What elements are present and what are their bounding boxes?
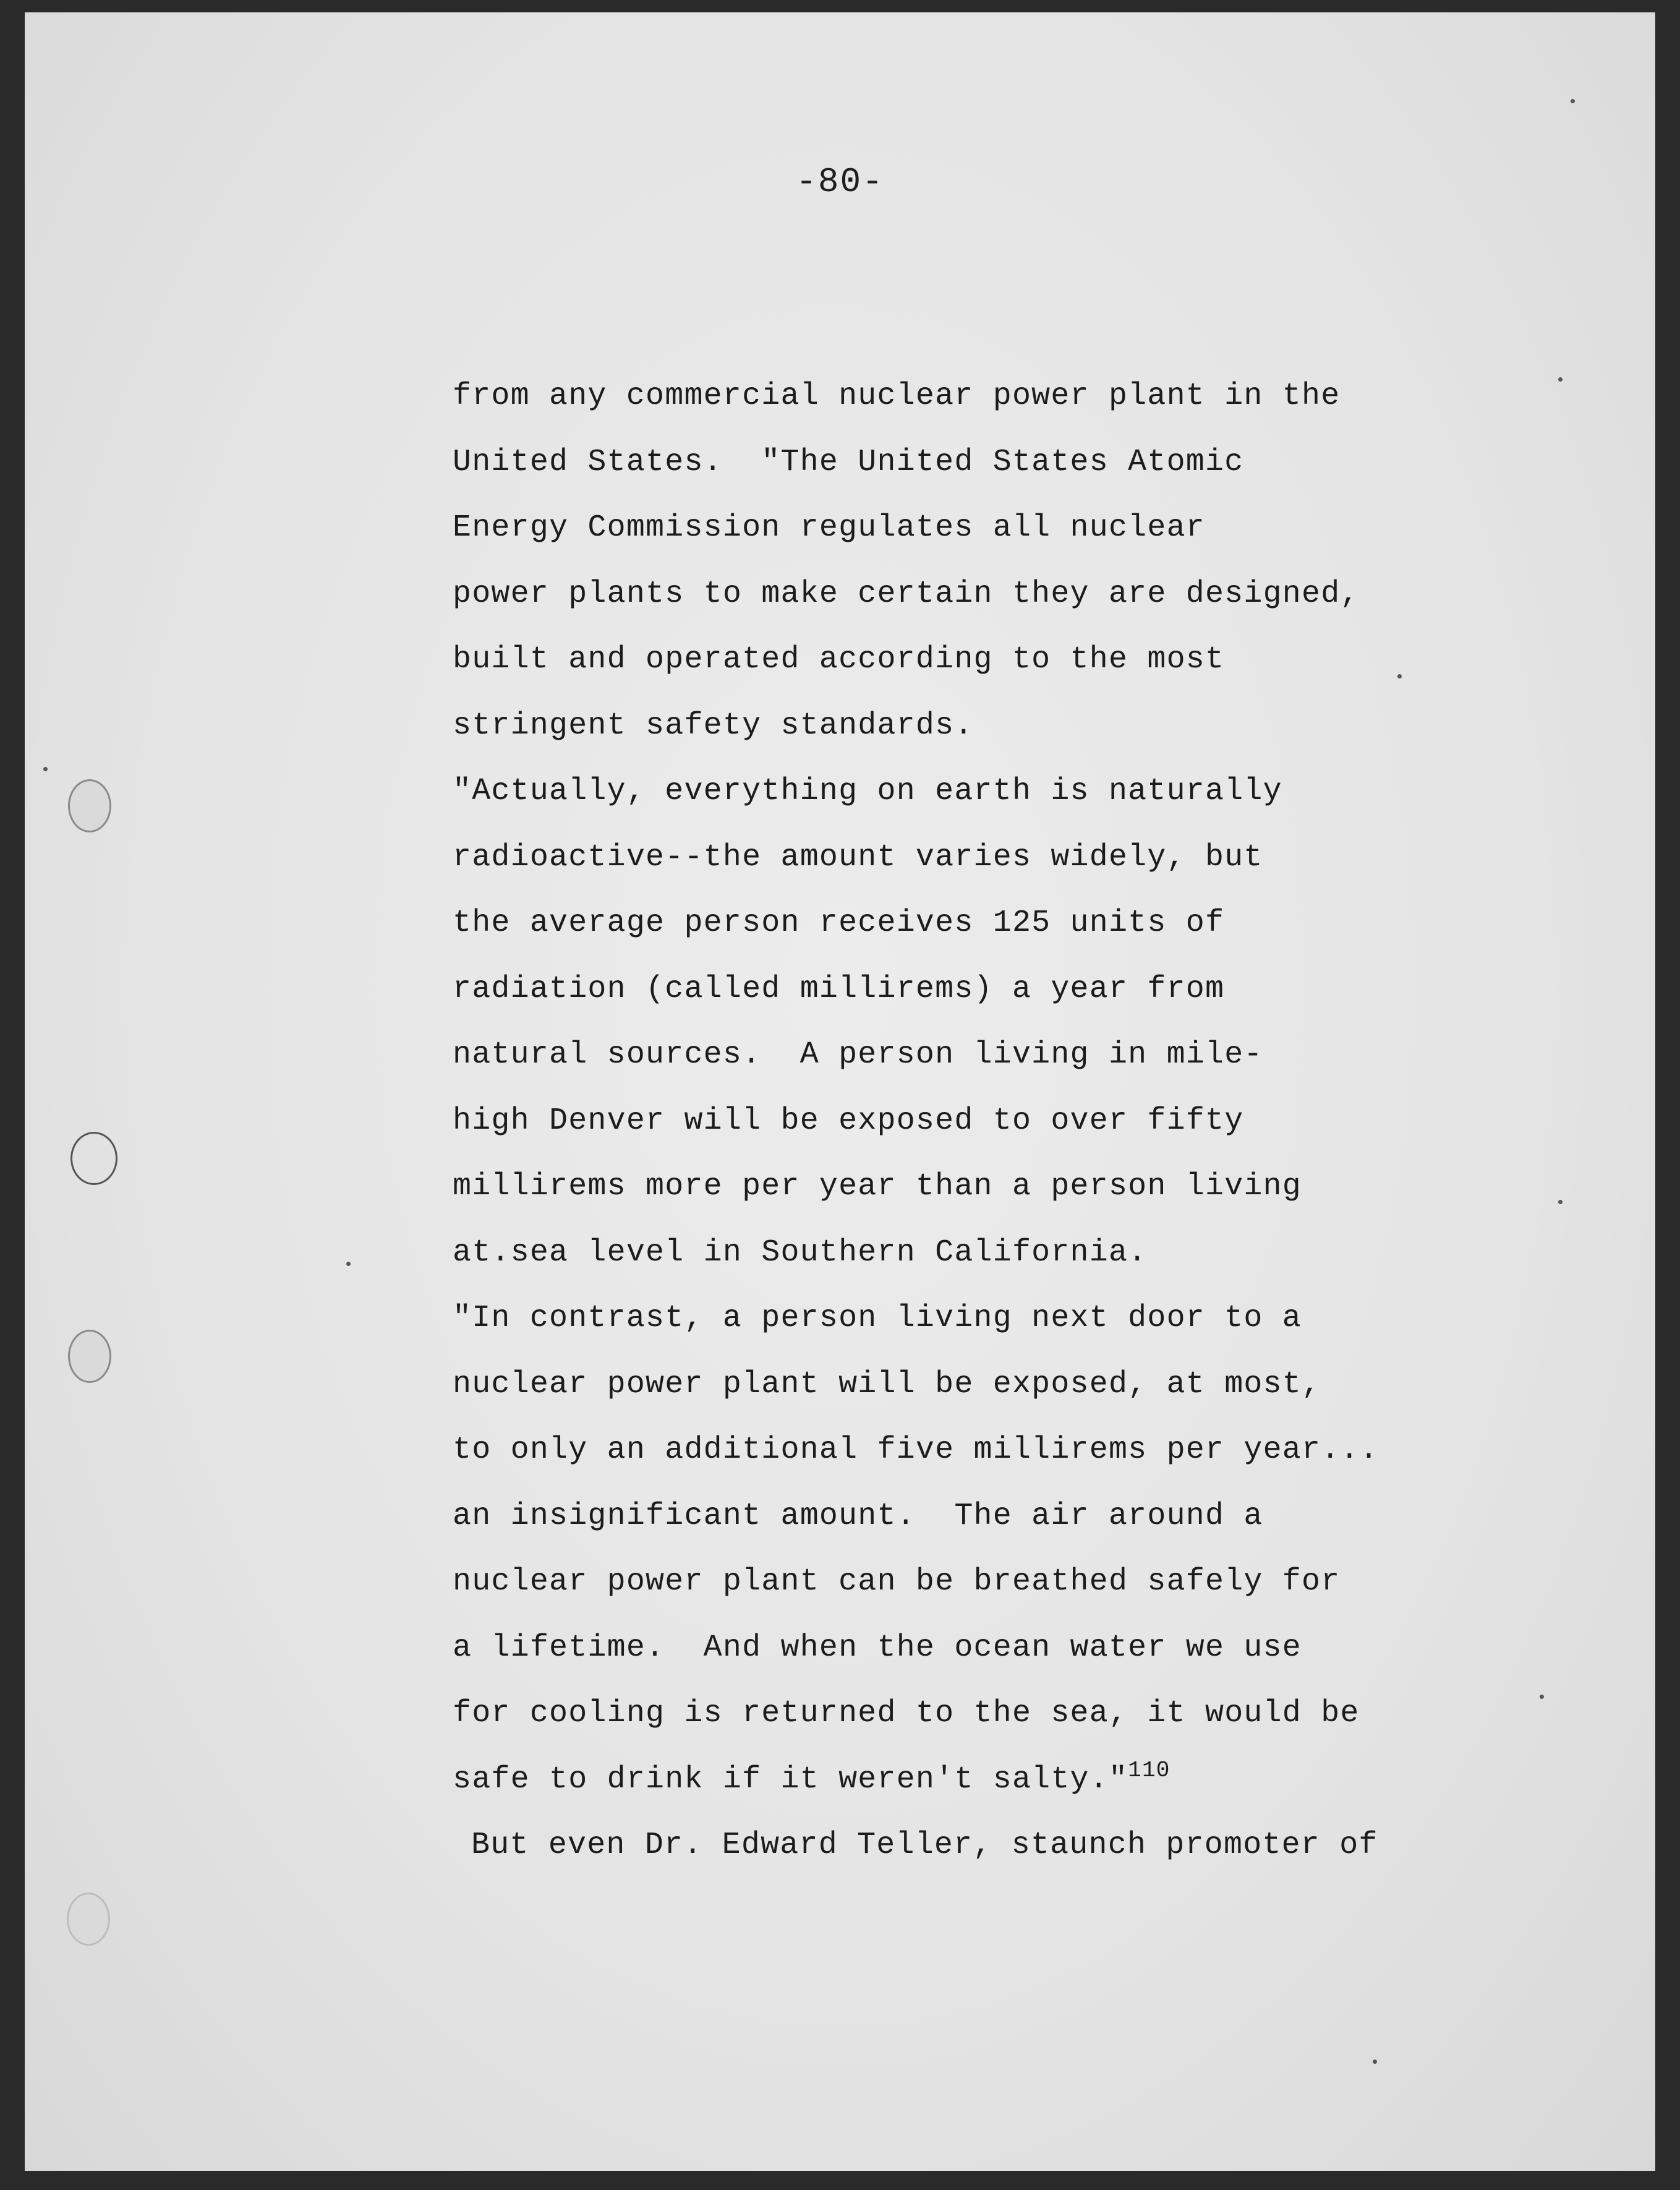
text-line: nuclear power plant will be exposed, at most,: [453, 1366, 1321, 1402]
text-line: "In contrast, a person living next door to a: [453, 1301, 1302, 1336]
text-line: Energy Commission regulates all nuclear: [453, 510, 1205, 545]
speck: [43, 767, 48, 771]
footnote-reference: 110: [1128, 1757, 1170, 1783]
punch-hole-1: [68, 779, 111, 832]
text-line: natural sources. A person living in mile-: [453, 1037, 1263, 1072]
punch-hole-2: [70, 1132, 117, 1185]
text-line: radiation (called millirems) a year from: [453, 971, 1225, 1007]
text-line: power plants to make certain they are designed,: [453, 576, 1360, 612]
page-number: -80-: [796, 162, 884, 202]
speck: [346, 1262, 351, 1266]
text-line: high Denver will be exposed to over fifty: [453, 1103, 1244, 1139]
text-line: But even Dr. Edward Teller, staunch promoter of: [471, 1828, 1378, 1863]
text-line: nuclear power plant can be breathed safely for: [453, 1564, 1341, 1599]
text-line: to only an additional five millirems per year...: [453, 1432, 1379, 1468]
text-line: radioactive--the amount varies widely, but: [453, 839, 1263, 875]
text-line: United States. "The United States Atomic: [453, 444, 1244, 480]
speck: [1373, 2060, 1377, 2064]
speck: [1571, 99, 1575, 103]
text-line: from any commercial nuclear power plant in the: [453, 379, 1341, 414]
text-line: stringent safety standards.: [453, 708, 974, 743]
body-text: [453, 364, 1627, 1879]
text-line: built and operated according to the most: [453, 642, 1225, 677]
text-line: for cooling is returned to the sea, it would be: [453, 1696, 1360, 1731]
text-line: millirems more per year than a person living: [453, 1169, 1302, 1204]
text-line-with-footnote: [453, 1747, 1627, 1813]
text-line: an insignificant amount. The air around a: [453, 1498, 1263, 1534]
text-line: "Actually, everything on earth is naturally: [453, 774, 1282, 809]
punch-hole-3: [68, 1330, 111, 1383]
punch-hole-4: [67, 1893, 110, 1946]
text-line: the average person receives 125 units of: [453, 905, 1225, 941]
text-line: a lifetime. And when the ocean water we use: [453, 1630, 1302, 1666]
text-line: at.sea level in Southern California.: [453, 1234, 1148, 1270]
text-line: safe to drink if it weren't salty.": [453, 1761, 1128, 1797]
